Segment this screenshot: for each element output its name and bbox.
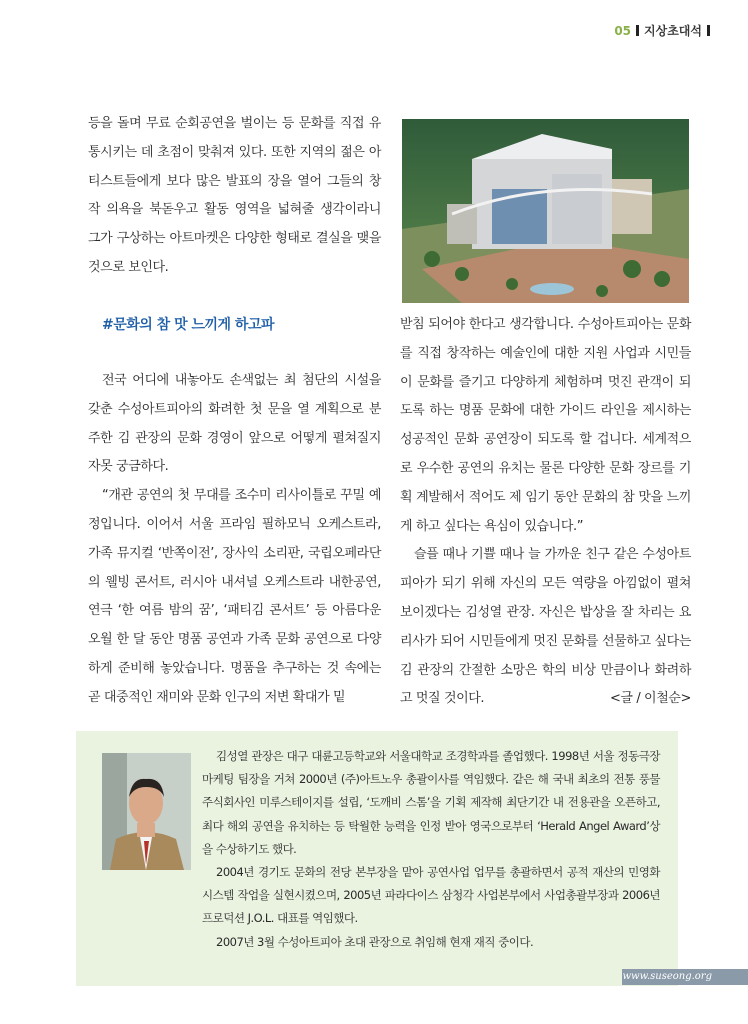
bio-text (202, 745, 660, 954)
section-title: 지상초대석 (644, 24, 702, 38)
footer-url: www.suseong.org (622, 971, 712, 982)
header-divider (636, 25, 639, 36)
page-header (614, 22, 710, 39)
closing-text: 슬플 때나 기쁠 때나 늘 가까운 친구 같은 수성아트피아가 되기 위해 자신의 모든 역량을 아낌없이 펼쳐 보이겠다는 김성열 관장. 자신은 밥상을 잘 차리는 요리사가 되어 시민들에게 멋진 문화를 선물하고 싶다는 김 관장의 간절한 소망은 학의 비상 만큼이나 화려하고 멋질 것이다. (400, 547, 691, 707)
bio-paragraph: 2007년 3월 수성아트피아 초대 관장으로 취임해 현재 재직 중이다. (216, 934, 534, 949)
building-photo (402, 119, 689, 303)
right-body-column (400, 311, 691, 714)
section-heading: #문화의 참 맛 느끼게 하고파 (102, 317, 274, 333)
left-body-column (88, 367, 381, 713)
body-paragraph: 받침 되어야 한다고 생각합니다. 수성아트피아는 문화를 직접 창작하는 예술인에 대한 지원 사업과 시민들이 문화를 즐기고 다양하게 체험하며 멋진 관객이 되도록 하는 명품 문화에 대한 가이드 라인을 제시하는 성공적인 문화 공연장이 되도록 할 겁니다. 세계적으로 우수한 공연의 유치는 물론 다양한 문화 장르를 기획 계발해서 적어도 제 임기 동안 문화의 참 맛을 느끼게 하고 싶다는 욕심이 있습니다.” (400, 317, 691, 534)
portrait-illustration (102, 753, 191, 870)
portrait-photo (102, 753, 191, 870)
bio-paragraph: 2004년 경기도 문화의 전당 본부장을 맡아 공연사업 업무를 총괄하면서 공적 재산의 민영화 시스템 작업을 실현시켰으며, 2005년 파라다이스 삼청각 사업본부에서 사업총괄부장과 2006년 프로덕션 J.O.L. 대표를 역임했다. (202, 865, 660, 926)
page-number: 05 (614, 23, 632, 38)
author-credit: <글 / 이철순> (609, 691, 691, 707)
closing-paragraph (400, 541, 691, 714)
intro-paragraph: 등을 돌며 무료 순회공연을 벌이는 등 문화를 직접 유통시키는 데 초점이 맞춰져 있다. 또한 지역의 젊은 아티스트들에게 보다 많은 발표의 장을 열어 그들의 창작 의욕을 북돋우고 활동 영역을 넓혀줄 생각이라니 그가 구상하는 아트마켓은 다양한 형태로 결실을 맺을 것으로 보인다. (88, 116, 381, 275)
building-illustration (402, 119, 689, 303)
intro-column (88, 110, 381, 283)
header-divider-end (707, 25, 710, 36)
quote-paragraph: “개관 공연의 첫 무대를 조수미 리사이틀로 꾸밀 예정입니다. 이어서 서울 프라임 필하모닉 오케스트라, 가족 뮤지컬 ‘반쪽이전’, 장사익 소리판, 국립오페라단의 웰빙 콘서트, 러시아 내셔널 오케스트라 내한공연, 연극 ‘한 여름 밤의 꿈’, ‘패티김 콘서트’ 등 아름다운 오월 한 달 동안 명품 공연과 가족 문화 공연으로 다양하게 준비해 놓았습니다. 명품을 추구하는 것 속에는 곧 대중적인 재미와 문화 인구의 저변 확대가 밑 (88, 488, 381, 705)
profile-box (76, 731, 678, 986)
bio-paragraph: 김성열 관장은 대구 대륜고등학교와 서울대학교 조경학과를 졸업했다. 1998년 서울 정동극장 마케팅 팀장을 거쳐 2000년 (주)아트노우 총괄이사를 역임했다. 같은 해 국내 최초의 전통 풍물 주식회사인 미루스테이지를 설립, ‘도깨비 스톰’을 기획 제작해 최단기간 내 전용관을 오픈하고, 최다 해외 공연을 유치하는 등 탁월한 능력을 인정 받아 영국으로부터 ‘Herald Angel Award’상을 수상하기도 했다. (202, 749, 660, 856)
body-paragraph: 전국 어디에 내놓아도 손색없는 최 첨단의 시설을 갖춘 수성아트피아의 화려한 첫 문을 열 계획으로 분주한 김 관장의 문화 경영이 앞으로 어떻게 펼쳐질지 자못 궁금하다. (88, 373, 381, 475)
